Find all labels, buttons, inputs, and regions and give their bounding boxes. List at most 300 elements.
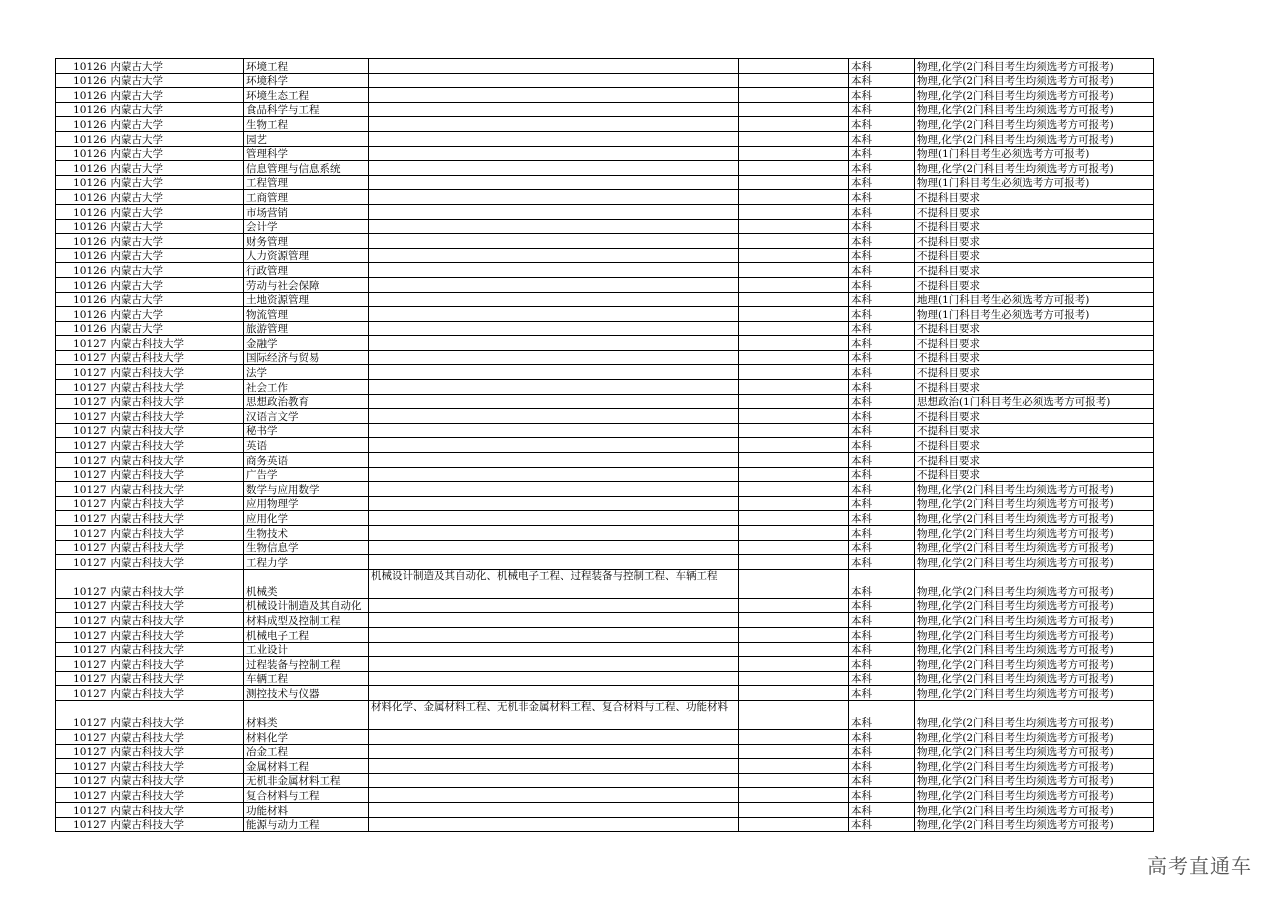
level-cell: 本科 bbox=[849, 511, 915, 526]
school-code-cell: 10126 bbox=[56, 131, 109, 146]
table-row bbox=[56, 526, 1154, 541]
blank-cell bbox=[739, 627, 849, 642]
school-name-cell: 内蒙古科技大学 bbox=[109, 569, 244, 598]
level-cell: 本科 bbox=[849, 482, 915, 497]
school-code-cell: 10126 bbox=[56, 73, 109, 88]
major-name-cell: 英语 bbox=[244, 438, 369, 453]
subject-requirement-cell: 物理,化学(2门科目考生均须选考方可报考) bbox=[915, 73, 1154, 88]
school-code-cell: 10127 bbox=[56, 526, 109, 541]
level-cell: 本科 bbox=[849, 496, 915, 511]
school-name-cell: 内蒙古大学 bbox=[109, 161, 244, 176]
school-code-cell: 10127 bbox=[56, 700, 109, 729]
blank-cell bbox=[739, 175, 849, 190]
level-cell: 本科 bbox=[849, 394, 915, 409]
level-cell: 本科 bbox=[849, 117, 915, 132]
school-name-cell: 内蒙古大学 bbox=[109, 131, 244, 146]
table-row bbox=[56, 88, 1154, 103]
table-row bbox=[56, 146, 1154, 161]
subject-requirement-cell: 不提科目要求 bbox=[915, 438, 1154, 453]
table-row bbox=[56, 175, 1154, 190]
school-name-cell: 内蒙古科技大学 bbox=[109, 671, 244, 686]
blank-cell bbox=[739, 190, 849, 205]
major-name-cell: 应用物理学 bbox=[244, 496, 369, 511]
school-code-cell: 10126 bbox=[56, 234, 109, 249]
school-name-cell: 内蒙古科技大学 bbox=[109, 467, 244, 482]
school-code-cell: 10127 bbox=[56, 380, 109, 395]
major-name-cell: 环境科学 bbox=[244, 73, 369, 88]
major-name-cell: 测控技术与仪器 bbox=[244, 686, 369, 701]
included-majors-cell bbox=[369, 817, 739, 832]
blank-cell bbox=[739, 526, 849, 541]
subject-requirement-cell: 物理,化学(2门科目考生均须选考方可报考) bbox=[915, 729, 1154, 744]
level-cell: 本科 bbox=[849, 190, 915, 205]
school-code-cell: 10126 bbox=[56, 248, 109, 263]
major-name-cell: 工业设计 bbox=[244, 642, 369, 657]
major-name-cell: 数学与应用数学 bbox=[244, 482, 369, 497]
school-code-cell: 10127 bbox=[56, 802, 109, 817]
table-row bbox=[56, 555, 1154, 570]
major-name-cell: 复合材料与工程 bbox=[244, 788, 369, 803]
school-name-cell: 内蒙古科技大学 bbox=[109, 657, 244, 672]
table-row bbox=[56, 802, 1154, 817]
school-code-cell: 10127 bbox=[56, 613, 109, 628]
school-code-cell: 10127 bbox=[56, 773, 109, 788]
school-code-cell: 10126 bbox=[56, 88, 109, 103]
school-name-cell: 内蒙古大学 bbox=[109, 292, 244, 307]
level-cell: 本科 bbox=[849, 423, 915, 438]
table-row bbox=[56, 394, 1154, 409]
school-name-cell: 内蒙古科技大学 bbox=[109, 802, 244, 817]
included-majors-cell bbox=[369, 555, 739, 570]
school-code-cell: 10127 bbox=[56, 482, 109, 497]
included-majors-cell bbox=[369, 511, 739, 526]
major-name-cell: 财务管理 bbox=[244, 234, 369, 249]
subject-requirement-cell: 物理,化学(2门科目考生均须选考方可报考) bbox=[915, 613, 1154, 628]
school-name-cell: 内蒙古科技大学 bbox=[109, 773, 244, 788]
included-majors-cell bbox=[369, 277, 739, 292]
school-name-cell: 内蒙古大学 bbox=[109, 73, 244, 88]
subject-requirement-cell: 不提科目要求 bbox=[915, 234, 1154, 249]
subject-requirement-cell: 物理,化学(2门科目考生均须选考方可报考) bbox=[915, 686, 1154, 701]
blank-cell bbox=[739, 657, 849, 672]
major-name-cell: 旅游管理 bbox=[244, 321, 369, 336]
blank-cell bbox=[739, 671, 849, 686]
school-code-cell: 10127 bbox=[56, 394, 109, 409]
subject-requirement-cell: 物理,化学(2门科目考生均须选考方可报考) bbox=[915, 88, 1154, 103]
included-majors-cell bbox=[369, 234, 739, 249]
table-row bbox=[56, 336, 1154, 351]
blank-cell bbox=[739, 146, 849, 161]
level-cell: 本科 bbox=[849, 146, 915, 161]
subject-requirement-cell: 物理,化学(2门科目考生均须选考方可报考) bbox=[915, 117, 1154, 132]
table-row bbox=[56, 350, 1154, 365]
subject-requirement-cell: 物理,化学(2门科目考生均须选考方可报考) bbox=[915, 59, 1154, 74]
level-cell: 本科 bbox=[849, 336, 915, 351]
table-row bbox=[56, 511, 1154, 526]
table-body bbox=[56, 59, 1154, 832]
included-majors-cell bbox=[369, 671, 739, 686]
level-cell: 本科 bbox=[849, 686, 915, 701]
school-code-cell: 10126 bbox=[56, 292, 109, 307]
table-row bbox=[56, 773, 1154, 788]
subject-requirement-cell: 物理,化学(2门科目考生均须选考方可报考) bbox=[915, 657, 1154, 672]
table-row bbox=[56, 540, 1154, 555]
included-majors-cell bbox=[369, 321, 739, 336]
blank-cell bbox=[739, 467, 849, 482]
included-majors-cell bbox=[369, 219, 739, 234]
school-code-cell: 10126 bbox=[56, 263, 109, 278]
school-code-cell: 10127 bbox=[56, 642, 109, 657]
major-name-cell: 物流管理 bbox=[244, 307, 369, 322]
school-name-cell: 内蒙古科技大学 bbox=[109, 482, 244, 497]
blank-cell bbox=[739, 555, 849, 570]
blank-cell bbox=[739, 161, 849, 176]
subject-requirement-cell: 物理,化学(2门科目考生均须选考方可报考) bbox=[915, 131, 1154, 146]
table-row bbox=[56, 248, 1154, 263]
subject-requirement-cell: 不提科目要求 bbox=[915, 190, 1154, 205]
table-row bbox=[56, 190, 1154, 205]
school-name-cell: 内蒙古科技大学 bbox=[109, 686, 244, 701]
blank-cell bbox=[739, 409, 849, 424]
subject-requirement-cell: 不提科目要求 bbox=[915, 453, 1154, 468]
school-name-cell: 内蒙古科技大学 bbox=[109, 511, 244, 526]
included-majors-cell bbox=[369, 438, 739, 453]
major-name-cell: 工商管理 bbox=[244, 190, 369, 205]
major-name-cell: 会计学 bbox=[244, 219, 369, 234]
subject-requirement-cell: 不提科目要求 bbox=[915, 204, 1154, 219]
major-name-cell: 机械设计制造及其自动化 bbox=[244, 598, 369, 613]
table-row bbox=[56, 496, 1154, 511]
school-name-cell: 内蒙古大学 bbox=[109, 234, 244, 249]
school-name-cell: 内蒙古科技大学 bbox=[109, 526, 244, 541]
school-code-cell: 10127 bbox=[56, 336, 109, 351]
major-name-cell: 社会工作 bbox=[244, 380, 369, 395]
included-majors-cell bbox=[369, 307, 739, 322]
major-name-cell: 机械电子工程 bbox=[244, 627, 369, 642]
blank-cell bbox=[739, 686, 849, 701]
school-name-cell: 内蒙古大学 bbox=[109, 248, 244, 263]
included-majors-cell bbox=[369, 598, 739, 613]
included-majors-cell bbox=[369, 59, 739, 74]
school-name-cell: 内蒙古科技大学 bbox=[109, 394, 244, 409]
major-name-cell: 法学 bbox=[244, 365, 369, 380]
school-code-cell: 10126 bbox=[56, 307, 109, 322]
school-code-cell: 10126 bbox=[56, 204, 109, 219]
table-row bbox=[56, 263, 1154, 278]
school-code-cell: 10127 bbox=[56, 409, 109, 424]
subject-requirement-cell: 物理,化学(2门科目考生均须选考方可报考) bbox=[915, 598, 1154, 613]
school-code-cell: 10127 bbox=[56, 438, 109, 453]
subject-requirement-cell: 物理(1门科目考生必须选考方可报考) bbox=[915, 146, 1154, 161]
school-name-cell: 内蒙古大学 bbox=[109, 117, 244, 132]
level-cell: 本科 bbox=[849, 540, 915, 555]
subject-requirement-cell: 物理,化学(2门科目考生均须选考方可报考) bbox=[915, 482, 1154, 497]
major-name-cell: 生物技术 bbox=[244, 526, 369, 541]
school-name-cell: 内蒙古大学 bbox=[109, 219, 244, 234]
major-name-cell: 机械类 bbox=[244, 569, 369, 598]
subject-requirement-cell: 不提科目要求 bbox=[915, 219, 1154, 234]
school-code-cell: 10127 bbox=[56, 453, 109, 468]
included-majors-cell bbox=[369, 131, 739, 146]
school-code-cell: 10127 bbox=[56, 671, 109, 686]
blank-cell bbox=[739, 277, 849, 292]
level-cell: 本科 bbox=[849, 569, 915, 598]
table-row bbox=[56, 657, 1154, 672]
included-majors-cell: 材料化学、金属材料工程、无机非金属材料工程、复合材料与工程、功能材料 bbox=[369, 700, 739, 729]
major-name-cell: 冶金工程 bbox=[244, 744, 369, 759]
major-name-cell: 市场营销 bbox=[244, 204, 369, 219]
blank-cell bbox=[739, 102, 849, 117]
level-cell: 本科 bbox=[849, 555, 915, 570]
included-majors-cell bbox=[369, 292, 739, 307]
blank-cell bbox=[739, 234, 849, 249]
blank-cell bbox=[739, 598, 849, 613]
school-code-cell: 10127 bbox=[56, 540, 109, 555]
blank-cell bbox=[739, 569, 849, 598]
included-majors-cell bbox=[369, 686, 739, 701]
included-majors-cell bbox=[369, 102, 739, 117]
table-row bbox=[56, 759, 1154, 774]
level-cell: 本科 bbox=[849, 759, 915, 774]
table-row bbox=[56, 409, 1154, 424]
blank-cell bbox=[739, 59, 849, 74]
table-row bbox=[56, 380, 1154, 395]
major-name-cell: 信息管理与信息系统 bbox=[244, 161, 369, 176]
blank-cell bbox=[739, 292, 849, 307]
school-code-cell: 10127 bbox=[56, 555, 109, 570]
level-cell: 本科 bbox=[849, 744, 915, 759]
level-cell: 本科 bbox=[849, 88, 915, 103]
level-cell: 本科 bbox=[849, 131, 915, 146]
table-row bbox=[56, 627, 1154, 642]
school-name-cell: 内蒙古大学 bbox=[109, 102, 244, 117]
school-code-cell: 10127 bbox=[56, 744, 109, 759]
included-majors-cell bbox=[369, 190, 739, 205]
level-cell: 本科 bbox=[849, 817, 915, 832]
included-majors-cell bbox=[369, 496, 739, 511]
major-name-cell: 无机非金属材料工程 bbox=[244, 773, 369, 788]
major-name-cell: 汉语言文学 bbox=[244, 409, 369, 424]
table-row bbox=[56, 729, 1154, 744]
table-row bbox=[56, 204, 1154, 219]
level-cell: 本科 bbox=[849, 161, 915, 176]
school-name-cell: 内蒙古科技大学 bbox=[109, 744, 244, 759]
table-row bbox=[56, 613, 1154, 628]
table-row bbox=[56, 102, 1154, 117]
blank-cell bbox=[739, 729, 849, 744]
major-name-cell: 国际经济与贸易 bbox=[244, 350, 369, 365]
level-cell: 本科 bbox=[849, 438, 915, 453]
subject-requirement-cell: 物理,化学(2门科目考生均须选考方可报考) bbox=[915, 540, 1154, 555]
school-name-cell: 内蒙古科技大学 bbox=[109, 438, 244, 453]
school-code-cell: 10126 bbox=[56, 321, 109, 336]
major-name-cell: 金属材料工程 bbox=[244, 759, 369, 774]
blank-cell bbox=[739, 540, 849, 555]
blank-cell bbox=[739, 307, 849, 322]
table-row bbox=[56, 307, 1154, 322]
school-name-cell: 内蒙古科技大学 bbox=[109, 350, 244, 365]
subject-requirement-cell: 物理,化学(2门科目考生均须选考方可报考) bbox=[915, 102, 1154, 117]
subject-requirement-cell: 物理,化学(2门科目考生均须选考方可报考) bbox=[915, 496, 1154, 511]
school-code-cell: 10126 bbox=[56, 277, 109, 292]
included-majors-cell bbox=[369, 350, 739, 365]
blank-cell bbox=[739, 613, 849, 628]
level-cell: 本科 bbox=[849, 248, 915, 263]
included-majors-cell bbox=[369, 729, 739, 744]
school-code-cell: 10127 bbox=[56, 511, 109, 526]
table-row bbox=[56, 219, 1154, 234]
blank-cell bbox=[739, 394, 849, 409]
subject-requirement-cell: 物理,化学(2门科目考生均须选考方可报考) bbox=[915, 671, 1154, 686]
table-row bbox=[56, 234, 1154, 249]
school-name-cell: 内蒙古大学 bbox=[109, 190, 244, 205]
school-code-cell: 10127 bbox=[56, 496, 109, 511]
level-cell: 本科 bbox=[849, 642, 915, 657]
subject-requirement-cell: 物理,化学(2门科目考生均须选考方可报考) bbox=[915, 700, 1154, 729]
school-code-cell: 10127 bbox=[56, 686, 109, 701]
school-code-cell: 10127 bbox=[56, 788, 109, 803]
major-name-cell: 管理科学 bbox=[244, 146, 369, 161]
blank-cell bbox=[739, 219, 849, 234]
major-name-cell: 车辆工程 bbox=[244, 671, 369, 686]
level-cell: 本科 bbox=[849, 773, 915, 788]
major-name-cell: 材料成型及控制工程 bbox=[244, 613, 369, 628]
included-majors-cell bbox=[369, 744, 739, 759]
table-row bbox=[56, 700, 1154, 729]
included-majors-cell bbox=[369, 657, 739, 672]
school-name-cell: 内蒙古大学 bbox=[109, 204, 244, 219]
table-row bbox=[56, 292, 1154, 307]
table-row bbox=[56, 598, 1154, 613]
level-cell: 本科 bbox=[849, 802, 915, 817]
major-name-cell: 材料类 bbox=[244, 700, 369, 729]
level-cell: 本科 bbox=[849, 292, 915, 307]
subject-requirement-cell: 不提科目要求 bbox=[915, 365, 1154, 380]
blank-cell bbox=[739, 117, 849, 132]
watermark-logo: 高考直通车 bbox=[1147, 854, 1252, 878]
school-code-cell: 10127 bbox=[56, 598, 109, 613]
level-cell: 本科 bbox=[849, 350, 915, 365]
school-code-cell: 10127 bbox=[56, 657, 109, 672]
subject-requirement-cell: 物理,化学(2门科目考生均须选考方可报考) bbox=[915, 511, 1154, 526]
school-code-cell: 10127 bbox=[56, 729, 109, 744]
major-name-cell: 食品科学与工程 bbox=[244, 102, 369, 117]
subject-requirement-cell: 思想政治(1门科目考生必须选考方可报考) bbox=[915, 394, 1154, 409]
major-name-cell: 工程力学 bbox=[244, 555, 369, 570]
table-row bbox=[56, 423, 1154, 438]
school-code-cell: 10127 bbox=[56, 759, 109, 774]
major-name-cell: 材料化学 bbox=[244, 729, 369, 744]
school-name-cell: 内蒙古大学 bbox=[109, 307, 244, 322]
level-cell: 本科 bbox=[849, 307, 915, 322]
school-name-cell: 内蒙古科技大学 bbox=[109, 555, 244, 570]
subject-requirement-cell: 物理,化学(2门科目考生均须选考方可报考) bbox=[915, 627, 1154, 642]
included-majors-cell bbox=[369, 540, 739, 555]
level-cell: 本科 bbox=[849, 526, 915, 541]
level-cell: 本科 bbox=[849, 365, 915, 380]
level-cell: 本科 bbox=[849, 277, 915, 292]
school-name-cell: 内蒙古大学 bbox=[109, 88, 244, 103]
table-row bbox=[56, 642, 1154, 657]
school-code-cell: 10126 bbox=[56, 190, 109, 205]
blank-cell bbox=[739, 642, 849, 657]
school-code-cell: 10126 bbox=[56, 102, 109, 117]
school-name-cell: 内蒙古科技大学 bbox=[109, 453, 244, 468]
school-name-cell: 内蒙古科技大学 bbox=[109, 627, 244, 642]
subject-requirement-cell: 物理,化学(2门科目考生均须选考方可报考) bbox=[915, 569, 1154, 598]
included-majors-cell bbox=[369, 88, 739, 103]
major-name-cell: 应用化学 bbox=[244, 511, 369, 526]
school-name-cell: 内蒙古科技大学 bbox=[109, 729, 244, 744]
blank-cell bbox=[739, 350, 849, 365]
subject-requirement-cell: 物理,化学(2门科目考生均须选考方可报考) bbox=[915, 642, 1154, 657]
included-majors-cell bbox=[369, 248, 739, 263]
major-name-cell: 金融学 bbox=[244, 336, 369, 351]
included-majors-cell bbox=[369, 642, 739, 657]
level-cell: 本科 bbox=[849, 657, 915, 672]
table-row bbox=[56, 73, 1154, 88]
subject-requirement-cell: 物理,化学(2门科目考生均须选考方可报考) bbox=[915, 802, 1154, 817]
blank-cell bbox=[739, 496, 849, 511]
school-name-cell: 内蒙古大学 bbox=[109, 146, 244, 161]
major-name-cell: 过程装备与控制工程 bbox=[244, 657, 369, 672]
table-row bbox=[56, 453, 1154, 468]
school-name-cell: 内蒙古科技大学 bbox=[109, 496, 244, 511]
school-code-cell: 10127 bbox=[56, 423, 109, 438]
level-cell: 本科 bbox=[849, 409, 915, 424]
blank-cell bbox=[739, 817, 849, 832]
major-name-cell: 人力资源管理 bbox=[244, 248, 369, 263]
included-majors-cell bbox=[369, 365, 739, 380]
included-majors-cell bbox=[369, 394, 739, 409]
level-cell: 本科 bbox=[849, 219, 915, 234]
included-majors-cell bbox=[369, 467, 739, 482]
school-code-cell: 10126 bbox=[56, 146, 109, 161]
included-majors-cell bbox=[369, 73, 739, 88]
subject-requirement-cell: 物理,化学(2门科目考生均须选考方可报考) bbox=[915, 555, 1154, 570]
subject-requirement-cell: 物理,化学(2门科目考生均须选考方可报考) bbox=[915, 773, 1154, 788]
school-name-cell: 内蒙古科技大学 bbox=[109, 759, 244, 774]
subject-requirement-cell: 不提科目要求 bbox=[915, 467, 1154, 482]
level-cell: 本科 bbox=[849, 73, 915, 88]
school-code-cell: 10126 bbox=[56, 175, 109, 190]
major-name-cell: 生物信息学 bbox=[244, 540, 369, 555]
school-name-cell: 内蒙古大学 bbox=[109, 277, 244, 292]
subject-requirement-cell: 物理(1门科目考生必须选考方可报考) bbox=[915, 175, 1154, 190]
school-name-cell: 内蒙古大学 bbox=[109, 175, 244, 190]
blank-cell bbox=[739, 438, 849, 453]
major-name-cell: 劳动与社会保障 bbox=[244, 277, 369, 292]
subject-requirement-cell: 不提科目要求 bbox=[915, 423, 1154, 438]
blank-cell bbox=[739, 482, 849, 497]
major-name-cell: 广告学 bbox=[244, 467, 369, 482]
included-majors-cell bbox=[369, 773, 739, 788]
included-majors-cell bbox=[369, 627, 739, 642]
blank-cell bbox=[739, 700, 849, 729]
included-majors-cell bbox=[369, 788, 739, 803]
level-cell: 本科 bbox=[849, 204, 915, 219]
blank-cell bbox=[739, 773, 849, 788]
table-row bbox=[56, 321, 1154, 336]
level-cell: 本科 bbox=[849, 380, 915, 395]
subject-requirement-cell: 物理,化学(2门科目考生均须选考方可报考) bbox=[915, 744, 1154, 759]
blank-cell bbox=[739, 365, 849, 380]
school-name-cell: 内蒙古大学 bbox=[109, 321, 244, 336]
level-cell: 本科 bbox=[849, 613, 915, 628]
school-code-cell: 10127 bbox=[56, 350, 109, 365]
level-cell: 本科 bbox=[849, 175, 915, 190]
included-majors-cell bbox=[369, 117, 739, 132]
